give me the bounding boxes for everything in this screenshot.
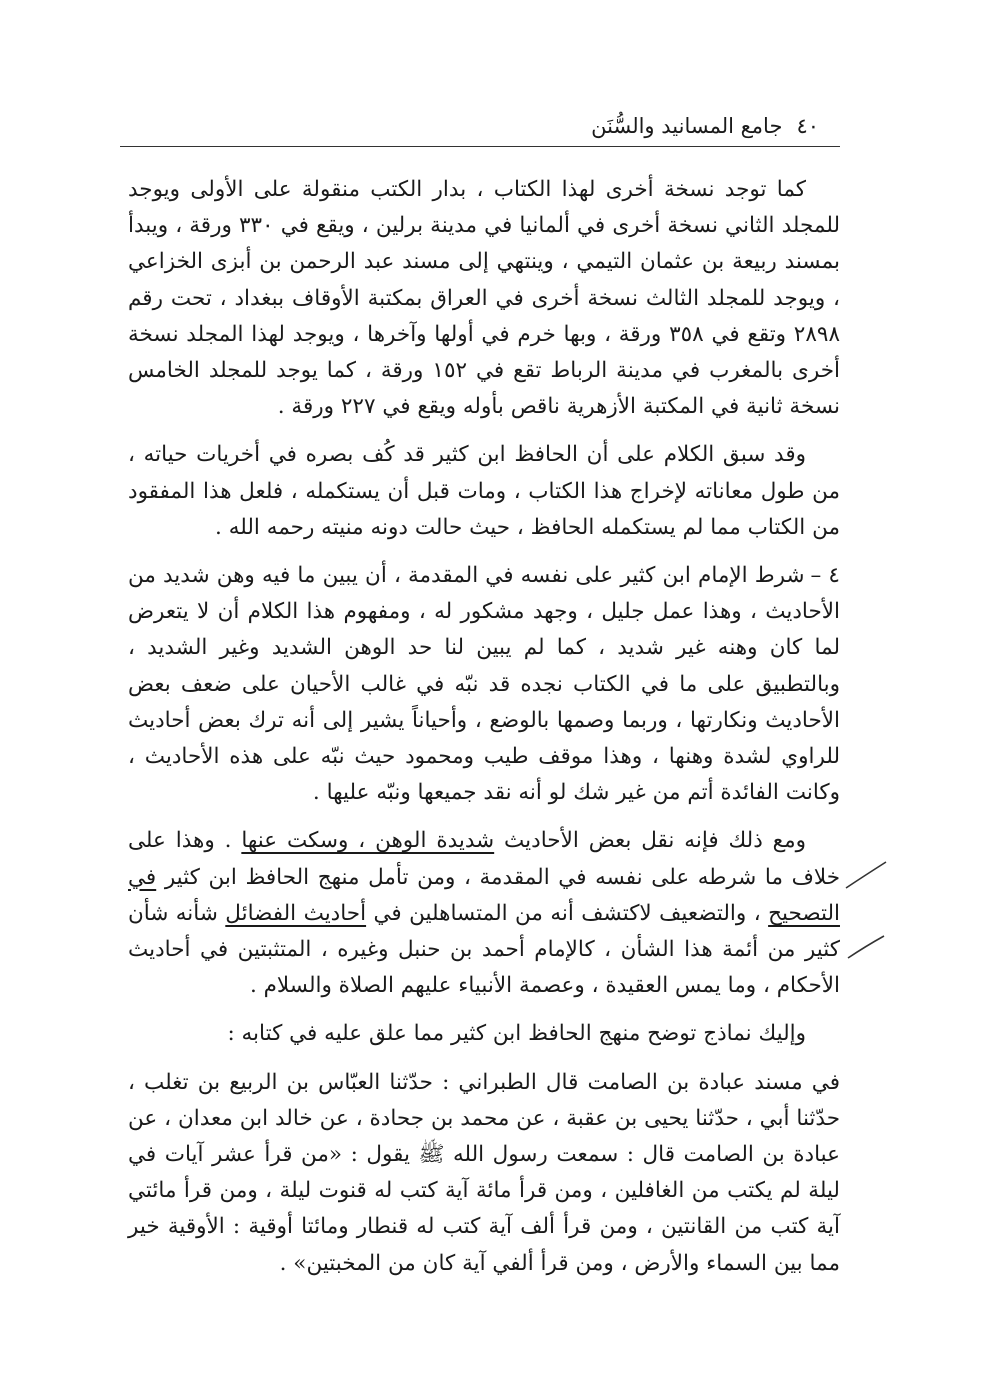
paragraph-condition-text: شرط الإمام ابن كثير على نفسه في المقدمة ، أن يبين ما فيه وهن شديد من الأحاديث ، وهذا عمل جليل ، وجهد مشكور له ، ومفهوم هذا الكلام أن لا يتعرض لما كان وهنه غير شديد ، كما لم يبين لنا حد الوهن الشديد وغير الشديد ، وبالتطبيق على ما في الكتاب نجده قد نبّه في غالب الأحيان على ضعف بعض الأحاديث ونكارتها ، وربما وصمها بالوضع ، وأحياناً يشير إلى أنه ترك بعض أحاديث للراوي لشدة وهنها ، وهذا موقف طيب ومحمود حيث نبّه على هذه الأحاديث ، وكانت الفائدة أتم من غير شك لو أنه نقد جميعها ونبّه عليها . bbox=[128, 563, 840, 806]
paragraph-leniency bbox=[128, 823, 840, 1004]
paragraph-examples-intro: وإليك نماذج توضح منهج الحافظ ابن كثير مما علق عليه في كتابه : bbox=[227, 1021, 806, 1047]
paragraph-manuscripts: كما توجد نسخة أخرى لهذا الكتاب ، بدار الكتب منقولة على الأولى ويوجد للمجلد الثاني نسخة أخرى في ألمانيا في مدينة برلين ، ويقع في ٣٣٠ ورقة ، ويبدأ بمسند ربيعة بن عثمان التيمي ، وينتهي إلى مسند عبد الرحمن بن أبزى الخزاعي ، ويوجد للمجلد الثالث نسخة أخرى في العراق بمكتبة الأوقاف ببغداد ، تحت رقم ٢٨٩٨ وتقع في ٣٥٨ ورقة ، وبها خرم في أولها وآخرها ، ويوجد لهذا المجلد نسخة أخرى بالمغرب في مدينة الرباط تقع في ١٥٢ ورقة ، كما يوجد للمجلد الخامس نسخة ثانية في المكتبة الأزهرية ناقص بأوله ويقع في ٢٢٧ ورقة . bbox=[128, 177, 840, 420]
underlined-phrase: شديدة الوهن ، وسكت عنها bbox=[241, 828, 495, 854]
margin-slash-mark bbox=[842, 930, 890, 964]
margin-slash-mark bbox=[842, 858, 890, 892]
underlined-phrase: في التصحيح bbox=[128, 864, 840, 926]
running-title: جامع المسانيد والسُّنَن bbox=[591, 114, 783, 138]
item-number: ٤ – bbox=[810, 563, 840, 589]
paragraph-condition-4 bbox=[128, 558, 840, 811]
page-number: ٤٠ bbox=[796, 114, 819, 138]
header-rule bbox=[120, 146, 840, 147]
text-run: ومع ذلك فإنه نقل بعض الأحاديث bbox=[494, 828, 807, 854]
text-run: . وهذا على خلاف ما شرطه على نفسه في المقدمة ، ومن تأمل منهج الحافظ ابن كثير bbox=[128, 828, 840, 890]
body-text bbox=[128, 172, 840, 1294]
text-run: شأنه شأن كثير من أئمة هذا الشأن ، كالإمام أحمد بن حنبل وغيره ، المتثبتين في أحاديث الأحكام ، وما يمس العقيدة ، وعصمة الأنبياء عليهم الصلاة والسلام . bbox=[128, 900, 840, 999]
paragraph-blindness: وقد سبق الكلام على أن الحافظ ابن كثير قد كُف بصره في أخريات حياته ، من طول معاناته لإخراج هذا الكتاب ، ومات قبل أن يستكمله ، فلعل هذا المفقود من الكتاب مما لم يستكمله الحافظ ، حيث حالت دونه منيته رحمه الله . bbox=[128, 442, 840, 540]
underlined-phrase: أحاديث الفضائل bbox=[225, 900, 367, 926]
paragraph-hadith-example: في مسند عبادة بن الصامت قال الطبراني : حدّثنا العبّاس بن الربيع بن تغلب ، حدّثنا أبي ، حدّثنا يحيى بن عقبة ، عن محمد بن جحادة ، عن خالد ابن معدان ، عن عبادة بن الصامت قال : سمعت رسول الله ﷺ يقول : «من قرأ عشر آيات في ليلة لم يكتب من الغافلين ، ومن قرأ مائة آية كتب له قنوت ليلة ، ومن قرأ مائتي آية كتب من القانتين ، ومن قرأ ألف آية كتب له قنطار ومائتا أوقية : الأوقية خير مما بين السماء والأرض ، ومن قرأ ألفي آية كان من المخبتين» . bbox=[128, 1069, 840, 1276]
text-run: ، والتضعيف لاكتشف أنه من المتساهلين في bbox=[366, 900, 769, 926]
page-header bbox=[119, 98, 819, 138]
